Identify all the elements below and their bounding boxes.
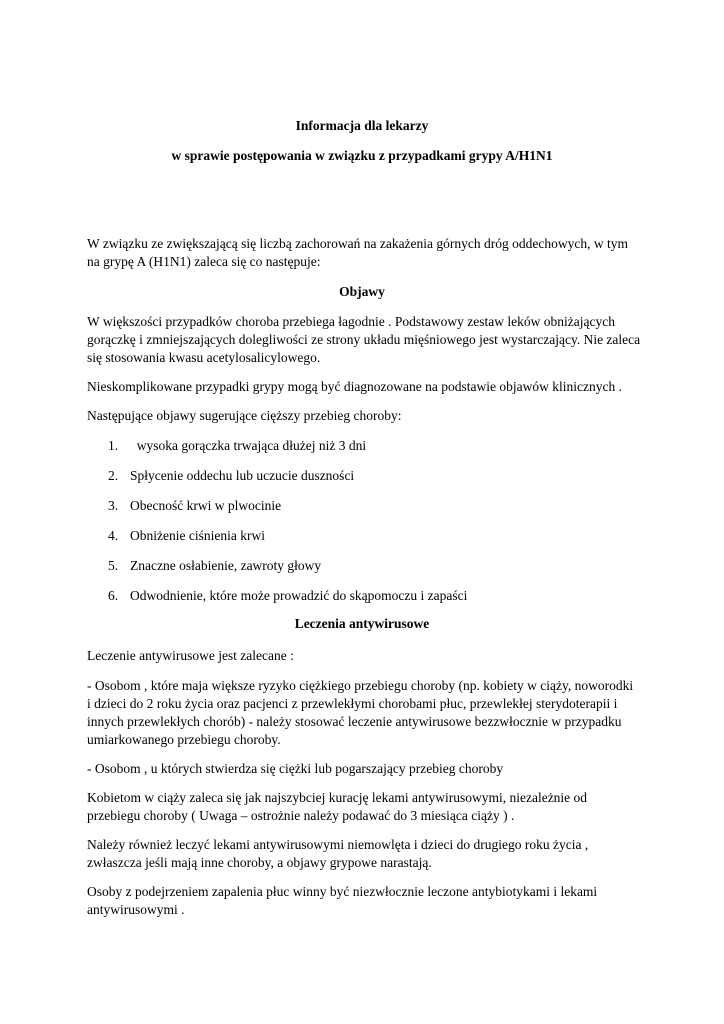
text-line: gorączkę i zmniejszających dolegliwości ze strony układu mięśniowego jest wystarczający. Nie zaleca [87,332,641,347]
text-line: umiarkowanego przebiegu choroby. [87,732,281,747]
list-number: 4. [108,528,119,543]
text-line: na grypę A (H1N1) zaleca się co następuje: [87,254,321,269]
list-item [108,527,628,545]
antiviral-paragraph-1: Leczenie antywirusowe jest zalecane : [87,648,294,663]
section-heading-antiviral: Leczenia antywirusowe [294,616,430,631]
list-text: wysoka gorączka trwająca dłużej niż 3 dni [130,438,367,453]
text-line: zwłaszcza jeśli mają inne choroby, a objawy grypowe narastają. [87,855,432,870]
text-line: - Osobom , które maja większe ryzyko ciężkiego przebiegu choroby (np. kobiety w ciąży, noworodki [87,678,634,693]
antiviral-paragraph-3: - Osobom , u których stwierdza się ciężki lub pogarszający przebieg choroby [87,761,504,776]
list-number: 5. [108,558,119,573]
text-line: się stosowania kwasu acetylosalicylowego. [87,350,321,365]
antiviral-paragraph-4 [87,789,647,825]
list-number: 1. [108,438,119,453]
list-text: Obniżenie ciśnienia krwi [130,528,265,543]
list-number: 6. [108,588,119,603]
list-item [108,497,628,515]
antiviral-paragraph-5 [87,836,647,872]
text-line: Kobietom w ciąży zaleca się jak najszybciej kurację lekami antywirusowymi, niezależnie od [87,790,588,805]
text-line: innych przewlekłych chorób) - należy stosować leczenie antywirusowe bezzwłocznie w przypadku [87,714,622,729]
list-item [108,467,628,485]
section-heading-symptoms: Objawy [339,284,385,299]
list-text: Spłycenie oddechu lub uczucie duszności [130,468,355,483]
text-line: W większości przypadków choroba przebiega łagodnie . Podstawowy zestaw leków obniżających [87,314,615,329]
list-item [108,587,628,605]
list-number: 2. [108,468,119,483]
text-line: Należy również leczyć lekami antywirusowymi niemowlęta i dzieci do drugiego roku życia , [87,837,589,852]
intro-paragraph [87,235,647,271]
symptoms-paragraph-1 [87,313,647,367]
list-text: Odwodnienie, które może prowadzić do skąpomoczu i zapaści [130,588,468,603]
text-line: antywirusowymi . [87,902,185,917]
text-line: i dzieci do 2 roku życia oraz pacjenci z przewlekłymi chorobami płuc, przewlekłej sterydoterapii i [87,696,618,711]
list-text: Obecność krwi w plwocinie [130,498,282,513]
document-title: Informacja dla lekarzy [295,118,429,133]
list-text: Znaczne osłabienie, zawroty głowy [130,558,322,573]
symptoms-paragraph-3: Następujące objawy sugerujące cięższy przebieg choroby: [87,408,402,423]
symptoms-paragraph-2: Nieskomplikowane przypadki grypy mogą być diagnozowane na podstawie objawów klinicznych . [87,379,622,394]
list-item [108,557,628,575]
list-number: 3. [108,498,119,513]
list-item [108,437,628,455]
antiviral-paragraph-6 [87,883,647,919]
text-line: przebiegu choroby ( Uwaga – ostrożnie należy podawać do 3 miesiąca ciąży ) . [87,808,515,823]
text-line: W związku ze zwiększającą się liczbą zachorowań na zakażenia górnych dróg oddechowych, w tym [87,236,628,251]
antiviral-paragraph-2 [87,677,647,749]
text-line: Osoby z podejrzeniem zapalenia płuc winny być niezwłocznie leczone antybiotykami i lekami [87,884,598,899]
document-subtitle: w sprawie postępowania w związku z przypadkami grypy A/H1N1 [171,148,553,163]
